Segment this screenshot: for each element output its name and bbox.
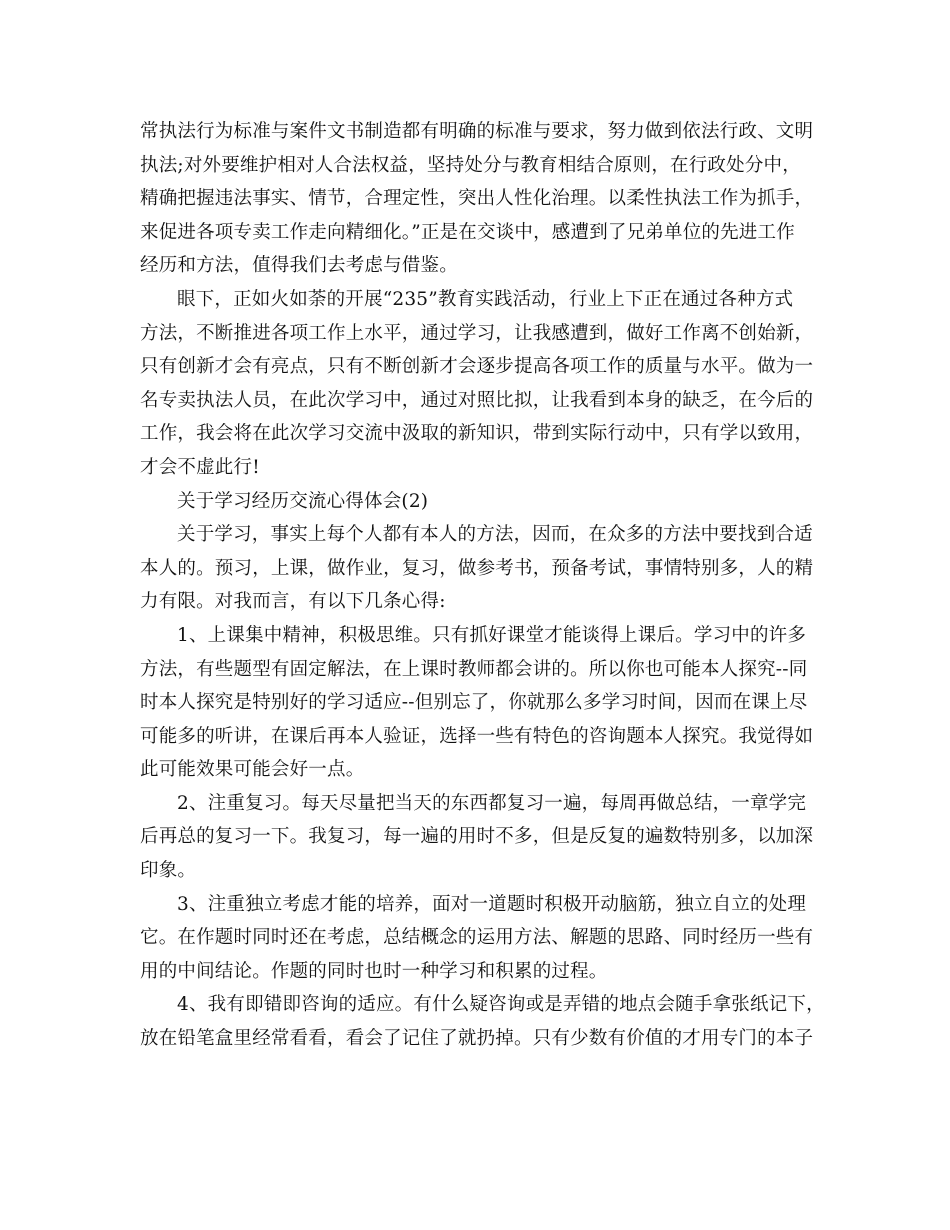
text-line: 可能多的听讲，在课后再本人验证，选择一些有特色的咨询题本人探究。我觉得如 xyxy=(140,725,814,747)
text-line: 印象。 xyxy=(140,860,197,882)
text-line: 名专卖执法人员，在此次学习中，通过对照比拟，让我看到本身的缺乏，在今后的 xyxy=(140,389,814,411)
text-line: 方法，有些题型有固定解法，在上课时教师都会讲的。所以你也可能本人探究--同 xyxy=(140,658,808,680)
text-line: 关于学习经历交流心得体会(2) xyxy=(177,490,429,512)
text-line: 它。在作题时同时还在考虑，总结概念的运用方法、解题的思路、同时经历一些有 xyxy=(140,927,814,949)
text-line: 2、注重复习。每天尽量把当天的东西都复习一遍，每周再做总结，一章学完 xyxy=(177,792,807,814)
text-line: 3、注重独立考虑才能的培养，面对一道题时积极开动脑筋，独立自立的处理 xyxy=(177,893,807,915)
text-line: 眼下，正如火如荼的开展“235”教育实践活动，行业上下正在通过各种方式 xyxy=(177,288,794,310)
text-line: 此可能效果可能会好一点。 xyxy=(140,759,365,781)
document-body xyxy=(140,115,825,1056)
text-line: 经历和方法，值得我们去考虑与借鉴。 xyxy=(140,255,458,277)
text-line: 才会不虚此行! xyxy=(140,456,260,478)
text-line: 精确把握违法事实、情节，合理定性，突出人性化治理。以柔性执法工作为抓手， xyxy=(140,188,814,210)
text-line: 力有限。对我而言，有以下几条心得: xyxy=(140,591,446,613)
text-line: 执法;对外要维护相对人合法权益，坚持处分与教育相结合原则，在行政处分中， xyxy=(140,154,801,176)
text-line: 用的中间结论。作题的同时也时一种学习和积累的过程。 xyxy=(140,960,608,982)
text-line: 后再总的复习一下。我复习，每一遍的用时不多，但是反复的遍数特别多，以加深 xyxy=(140,826,814,848)
text-line: 时本人探究是特别好的学习适应--但别忘了，你就那么多学习时间，因而在课上尽 xyxy=(140,692,808,714)
text-line: 方法，不断推进各项工作上水平，通过学习，让我感遭到，做好工作离不创始新， xyxy=(140,322,814,344)
text-line: 工作，我会将在此次学习交流中汲取的新知识，带到实际行动中，只有学以致用， xyxy=(140,423,814,445)
text-line: 本人的。预习，上课，做作业，复习，做参考书，预备考试，事情特别多，人的精 xyxy=(140,557,814,579)
text-line: 4、我有即错即咨询的适应。有什么疑咨询或是弄错的地点会随手拿张纸记下， xyxy=(177,994,825,1016)
text-line: 关于学习，事实上每个人都有本人的方法，因而，在众多的方法中要找到合适 xyxy=(177,524,813,546)
text-line: 1、上课集中精神，积极思维。只有抓好课堂才能谈得上课后。学习中的许多 xyxy=(177,624,807,646)
text-line: 来促进各项专卖工作走向精细化。”正是在交谈中，感遭到了兄弟单位的先进工作 xyxy=(140,221,795,243)
text-line: 常执法行为标准与案件文书制造都有明确的标准与要求，努力做到依法行政、文明 xyxy=(140,121,814,142)
text-line: 只有创新才会有亮点，只有不断创新才会逐步提高各项工作的质量与水平。做为一 xyxy=(140,356,814,378)
text-line: 放在铅笔盒里经常看看，看会了记住了就扔掉。只有少数有价值的才用专门的本子 xyxy=(140,1028,814,1050)
